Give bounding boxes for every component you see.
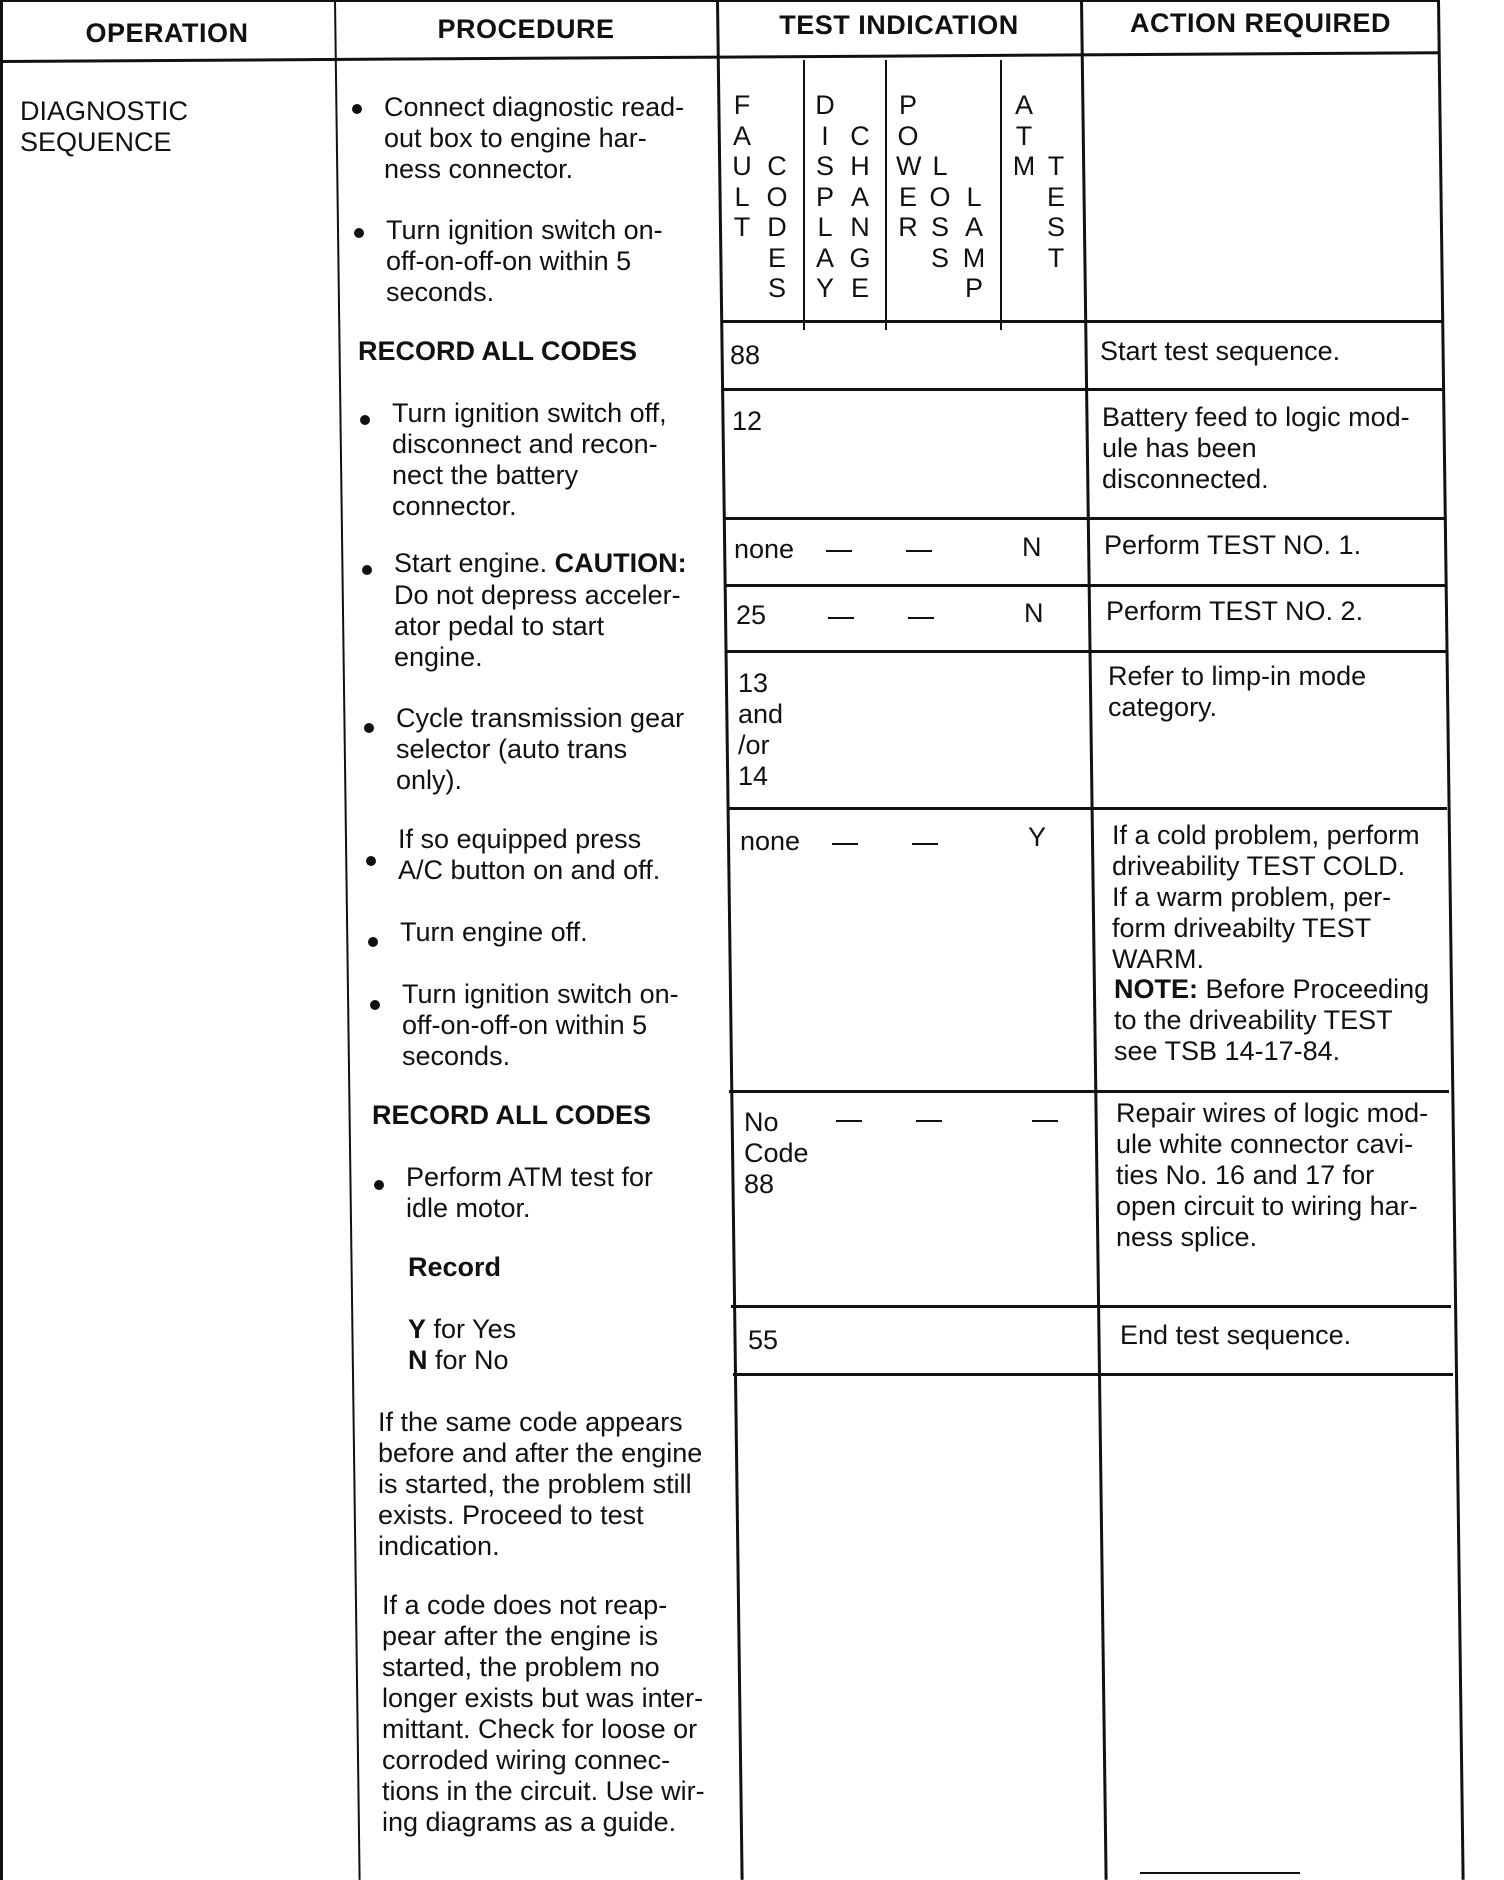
- header-procedure: PROCEDURE: [437, 14, 615, 44]
- row-7-dash: [1032, 1120, 1058, 1122]
- bullet: [354, 228, 364, 238]
- row-6-dash: [832, 843, 858, 845]
- record-all-codes-1: RECORD ALL CODES: [358, 336, 638, 366]
- row-5-action: Refer to limp-in mode category.: [1108, 661, 1367, 722]
- bullet: [364, 723, 374, 733]
- no-letter: N: [408, 1345, 428, 1375]
- column-divider-3: [1080, 0, 1108, 1880]
- row-7-code: No Code 88: [744, 1107, 809, 1199]
- row-3-code: none: [734, 534, 795, 564]
- procedure-step-9: Perform ATM test for idle motor.: [406, 1162, 654, 1223]
- bullet: [366, 856, 376, 866]
- bottom-right-stub: [1140, 1872, 1300, 1874]
- yes-text: for Yes: [426, 1314, 517, 1344]
- header-bottom-border: [0, 51, 1440, 63]
- subcol-divider-3: [1000, 60, 1002, 330]
- row-4-dash: [828, 617, 854, 619]
- note-label: NOTE:: [1114, 974, 1198, 1004]
- header-test-indication: TEST INDICATION: [779, 10, 1019, 40]
- procedure-step-8: Turn ignition switch on- off-on-off-on within 5 seconds.: [402, 979, 679, 1071]
- row-3-action: Perform TEST NO. 1.: [1104, 530, 1362, 560]
- row-5-code: 13 and /or 14: [738, 668, 784, 791]
- row-6-dash: [912, 843, 938, 845]
- bullet: [374, 1180, 384, 1190]
- row-6-code: none: [740, 826, 801, 856]
- col-fault: F A U L T: [732, 90, 752, 242]
- row-7-dash: [836, 1120, 862, 1122]
- row-line-5: [726, 650, 1446, 653]
- row-line-9: [733, 1373, 1453, 1376]
- row-7-dash: [916, 1120, 942, 1122]
- row-4-atm: N: [1024, 598, 1044, 628]
- caution-label: CAUTION:: [554, 548, 687, 578]
- procedure-step-4: [394, 548, 687, 579]
- row-6-action: If a cold problem, perform driveability TEST COLD. If a warm problem, per- form driveabilty TEST WARM.: [1112, 820, 1420, 974]
- subcol-divider-1: [803, 60, 805, 330]
- row-4-code: 25: [736, 600, 767, 630]
- col-atm: A T M: [1012, 90, 1036, 181]
- row-3-dash: [826, 550, 852, 552]
- row-line-1: [722, 320, 1442, 323]
- bullet: [370, 1000, 380, 1010]
- row-2-action: Battery feed to logic mod- ule has been disconnected.: [1102, 402, 1410, 494]
- row-7-action: Repair wires of logic mod- ule white connector cavi- ties No. 16 and 17 for open circuit to wiring har- ness splice.: [1116, 1098, 1429, 1252]
- note-text: Before Proceeding to the driveability TEST see TSB 14-17-84.: [1114, 974, 1430, 1066]
- row-2-code: 12: [732, 406, 763, 436]
- procedure-step-4-detail: Do not depress acceler- ator pedal to start engine.: [394, 580, 681, 672]
- record-label: Record: [408, 1252, 502, 1282]
- col-change: C H A N G E: [849, 120, 871, 303]
- row-8-action: End test sequence.: [1120, 1320, 1352, 1350]
- col-codes: C O D E S: [766, 151, 788, 303]
- same-code-paragraph: If the same code appears before and after the engine is started, the problem still exists. Proceed to test indication.: [378, 1407, 703, 1561]
- column-divider-2: [716, 0, 744, 1880]
- record-all-codes-2: RECORD ALL CODES: [372, 1100, 652, 1130]
- row-4-action: Perform TEST NO. 2.: [1106, 596, 1364, 626]
- col-power: P O W E R: [896, 90, 922, 242]
- row-1-code: 88: [730, 340, 761, 370]
- row-line-8: [731, 1305, 1451, 1308]
- operation-label: DIAGNOSTIC SEQUENCE: [20, 96, 189, 157]
- row-line-4: [725, 584, 1445, 587]
- header-operation: OPERATION: [85, 18, 249, 48]
- row-6-atm: Y: [1028, 822, 1047, 852]
- table-top-border: [0, 0, 1440, 2]
- intermittent-paragraph: If a code does not reap- pear after the engine is started, the problem no longer exists but was inter- mittant. Check for loose or corroded wiring connec- tions in the circuit. Use wir- ing diagrams as a guide.: [382, 1590, 705, 1837]
- row-line-6: [727, 807, 1447, 810]
- table-right-border: [1437, 0, 1465, 1880]
- row-3-atm: N: [1022, 532, 1042, 562]
- row-4-dash: [908, 617, 934, 619]
- table-left-border: [0, 0, 3, 1880]
- procedure-step-5: Cycle transmission gear selector (auto trans only).: [396, 703, 685, 795]
- subcol-divider-2: [885, 60, 887, 330]
- header-action-required: ACTION REQUIRED: [1129, 8, 1391, 38]
- bullet: [362, 565, 372, 575]
- procedure-step-6: If so equipped press A/C button on and off.: [398, 824, 661, 885]
- col-test: T E S T: [1046, 151, 1065, 273]
- col-display: D I S P L A Y: [815, 90, 835, 303]
- yes-letter: Y: [408, 1314, 427, 1344]
- yes-key: [408, 1314, 516, 1345]
- row-1-action: Start test sequence.: [1100, 336, 1341, 366]
- row-6-note: [1114, 974, 1429, 1067]
- row-line-7: [729, 1090, 1449, 1093]
- procedure-step-1: Connect diagnostic read- out box to engine har- ness connector.: [384, 92, 685, 184]
- procedure-step-3: Turn ignition switch off, disconnect and recon- nect the battery connector.: [392, 398, 667, 521]
- row-3-dash: [906, 550, 932, 552]
- row-line-3: [724, 517, 1444, 520]
- step-4-prefix: Start engine.: [394, 548, 555, 578]
- no-text: for No: [427, 1345, 509, 1375]
- bullet: [352, 104, 362, 114]
- col-lamp: L A M P: [962, 181, 986, 303]
- col-loss: L O S S: [929, 151, 951, 273]
- bullet: [360, 415, 370, 425]
- bullet: [368, 937, 378, 947]
- procedure-step-2: Turn ignition switch on- off-on-off-on within 5 seconds.: [386, 215, 663, 307]
- row-8-code: 55: [748, 1325, 779, 1355]
- no-key: [408, 1345, 509, 1376]
- column-divider-1: [334, 0, 361, 1880]
- procedure-step-7: Turn engine off.: [400, 917, 588, 947]
- row-line-2: [723, 388, 1443, 391]
